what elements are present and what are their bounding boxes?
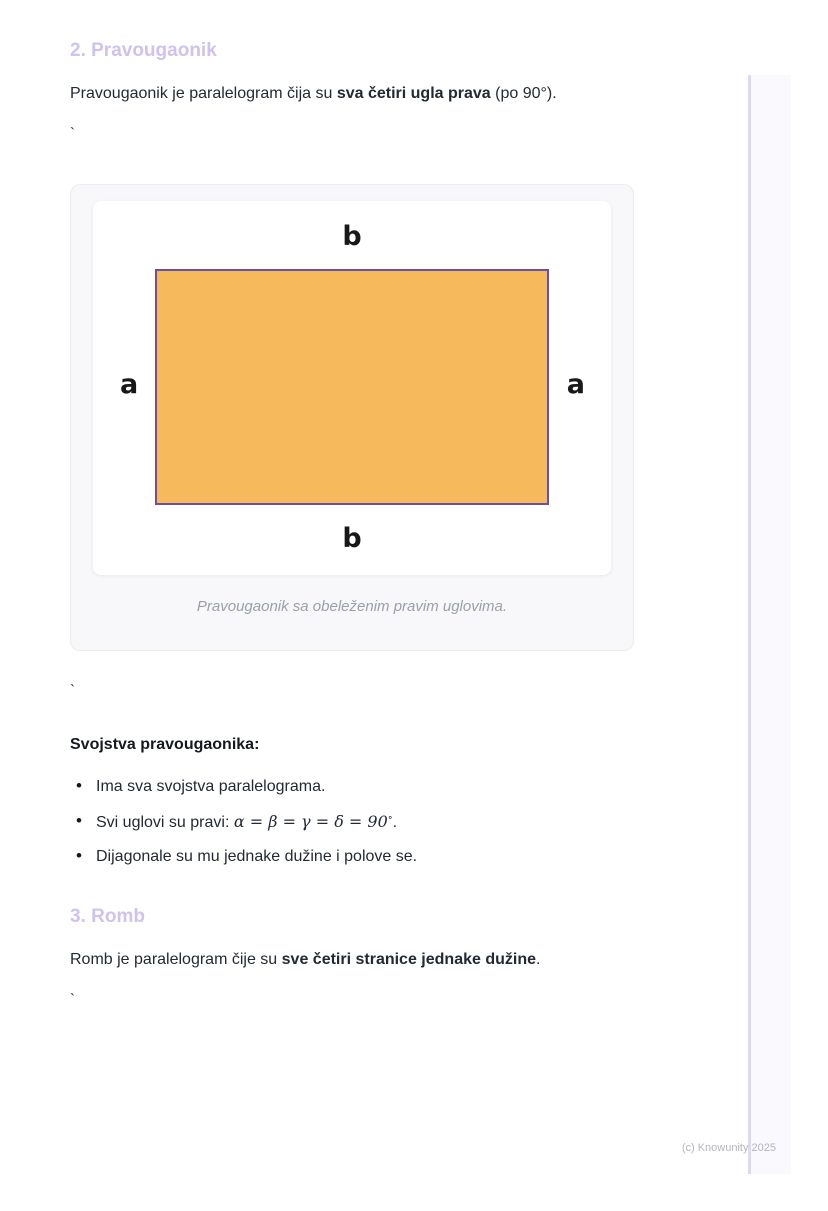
list-item [70, 847, 760, 866]
figure-caption: Pravougaonik sa obeleženim pravim uglovima. [196, 597, 508, 615]
intro-text-post: . [536, 950, 541, 968]
intro-text-pre: Pravougaonik je paralelogram čija su [70, 84, 337, 102]
section-2-intro-paragraph [70, 84, 760, 103]
list-item-text: Ima sva svojstva paralelograma. [96, 778, 326, 796]
intro-text-bold: sva četiri ugla prava [336, 84, 491, 102]
side-label-b-top: b [342, 220, 362, 252]
side-label-a-left: a [120, 368, 139, 400]
angle-equation: α = β = γ = δ = 90 [233, 811, 388, 831]
stray-backtick-3: ` [70, 991, 75, 1009]
page-edge-strip [748, 75, 791, 1174]
section-2-heading: 2. Pravougaonik [70, 40, 217, 61]
intro-text-bold: sve četiri stranice jednake dužine [281, 950, 536, 968]
rectangle-figure-panel [93, 201, 611, 575]
rectangle-shape [155, 269, 549, 505]
list-item [70, 777, 760, 796]
copyright-footer: (c) Knowunity 2025 [681, 1142, 776, 1154]
document-page [0, 40, 828, 1211]
list-item-period: . [392, 813, 398, 831]
list-item-text: Svi uglovi su pravi: [96, 813, 234, 831]
side-label-b-bottom: b [342, 522, 362, 554]
degree-symbol: ∘ [387, 812, 393, 824]
section-3-intro-paragraph [70, 950, 760, 969]
list-item [70, 812, 760, 832]
rectangle-figure-card [70, 184, 634, 651]
stray-backtick-1: ` [70, 124, 75, 142]
stray-backtick-2: ` [70, 681, 75, 699]
intro-text-pre: Romb je paralelogram čije su [70, 950, 282, 968]
properties-heading: Svojstva pravougaonika: [70, 736, 260, 754]
intro-text-post: (po 90°). [490, 84, 557, 102]
side-label-a-right: a [566, 368, 585, 400]
list-item-text: Dijagonale su mu jednake dužine i polove se. [96, 847, 418, 865]
properties-list [70, 777, 760, 866]
section-3-heading: 3. Romb [70, 906, 145, 928]
